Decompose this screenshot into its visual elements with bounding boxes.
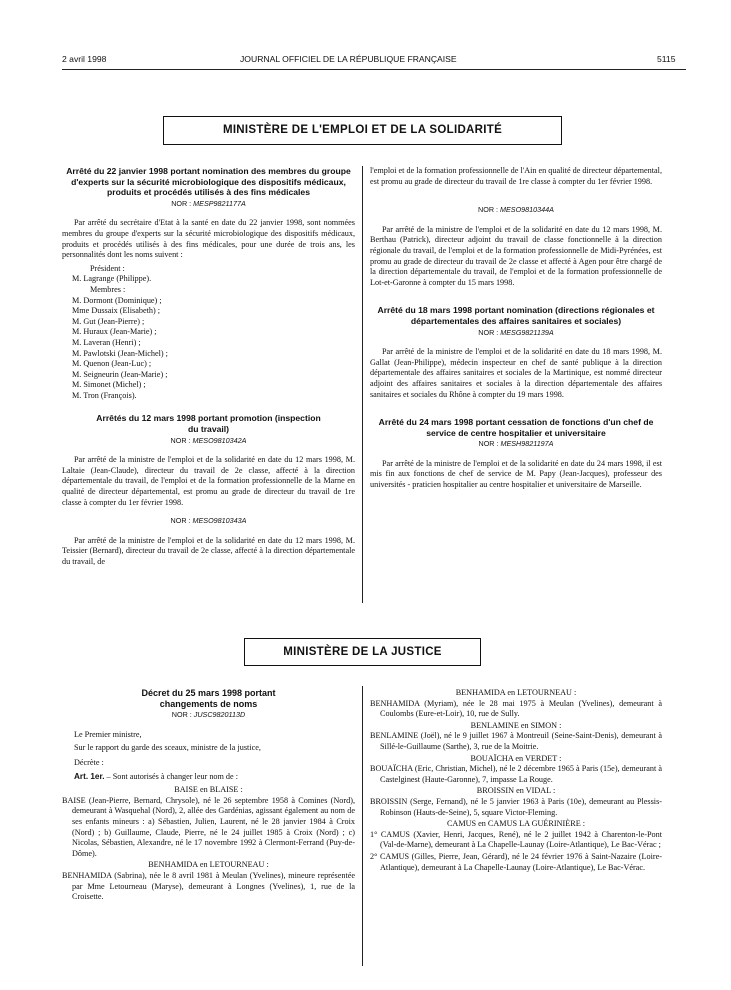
arrete-body: Par arrêté de la ministre de l'emploi et de la solidarité en date du 12 mars 1998, M. Berthau (Patrick), directeur adjoint du travail de classe fonctionnelle à la direction régionale du travail, de l'emploi et de la formation professionnelle de Midi-Pyrénées, est promu au grade de directeur du travail de 2e classe et affecté à Agen pour être chargé de la direction départementale du travail, de l'emploi et de la formation professionnelle de Lot-et-Garonne à compter du 15 mars 1998. (370, 224, 662, 287)
nor-reference: NOR : MESP9821177A (171, 198, 246, 208)
article-1: Art. 1er. – Sont autorisés à changer leur nom de : (74, 771, 238, 781)
member-item: M. Pawlotski (Jean-Michel) ; (72, 348, 168, 358)
name-change-entry: BENLAMINE (Joël), né le 9 juillet 1967 à Montreuil (Seine-Saint-Denis), demeurant à Sillé-le-Guillaume (Sarthe), 3, rue de la Moitrie. (370, 731, 662, 751)
ministry-heading-justice: MINISTÈRE DE LA JUSTICE (244, 638, 481, 666)
name-change-heading: CAMUS en CAMUS LA GUÉRINIÈRE : (446, 819, 586, 829)
nor-reference: NOR : MESO9810343A (170, 516, 247, 526)
nor-reference: NOR : JUSC9820113D (171, 710, 246, 720)
president-label: Président : (90, 263, 125, 273)
column-divider (362, 166, 363, 603)
arrete-title: Arrêté du 22 janvier 1998 portant nomination des membres du groupe d'experts sur la sécurité microbiologique des dispositifs médicaux, produits et procédés utilisés à des fins médicales (66, 166, 351, 198)
member-item: M. Dormont (Dominique) ; (72, 295, 162, 305)
name-change-entry: BAISE (Jean-Pierre, Bernard, Chrysole), né le 26 septembre 1958 à Comines (Nord), demeurant à Wasquehal (Nord), 2, allée des Gardénias, agissant également au nom de ses enfants mineurs : a) Sébastien, Julien, Laurent, né le 28 janvier 1984 à Croix (Nord) ; b) Guillaume, Claude, Pierre, né le 24 juillet 1985 à Croix (Nord) ; c) Nicolas, Sébastien, Alexandre, né le 17 novembre 1992 à Clermont-Ferrand (Puy-de-Dôme). (62, 795, 355, 858)
name-change-entry: BROISSIN (Serge, Fernand), né le 5 janvier 1963 à Paris (10e), demeurant au Plessis-Robinson (Hauts-de-Seine), 5, square Victor-Fleming. (370, 796, 662, 817)
arrete-body: Par arrêté de la ministre de l'emploi et de la solidarité en date du 24 mars 1998, il est mis fin aux fonctions de chef de service de M. Papy (Jean-Jacques), professeur des universités - praticien hospitalier au centre hospitalier et universitaire de Marseille. (370, 458, 662, 490)
member-item: M. Seigneurin (Jean-Marie) ; (72, 369, 168, 379)
name-change-entry: 2° CAMUS (Gilles, Pierre, Jean, Gérard), né le 24 février 1976 à Saint-Nazaire (Loire-Atlantique), demeurant à La Chapelle-Launay (Loire-Atlantique), Le Bac-Vérac. (370, 851, 662, 872)
decret-intro: Le Premier ministre, (74, 729, 142, 739)
name-change-entry: BENHAMIDA (Myriam), née le 28 mai 1975 à Meulan (Yvelines), demeurant à Coulombs (Eure-et-Loir), 10, rue de Sully. (370, 698, 662, 719)
member-item: M. Simonet (Michel) ; (72, 380, 146, 390)
name-change-heading: BROISSIN en VIDAL : (476, 786, 556, 796)
header-journal: JOURNAL OFFICIEL DE LA RÉPUBLIQUE FRANÇAISE (240, 54, 457, 64)
member-item: M. Gut (Jean-Pierre) ; (72, 316, 145, 326)
column-divider (362, 686, 363, 966)
nor-reference: NOR : MESO9810344A (478, 205, 554, 215)
header-page-number: 5115 (657, 54, 676, 64)
members-label: Membres : (90, 284, 126, 294)
right-column-justice (370, 688, 662, 874)
arrete-body: Par arrêté de la ministre de l'emploi et de la solidarité en date du 12 mars 1998, M. Laltaie (Jean-Claude), directeur du travail de 2e classe, affecté à la direction départementale du travail, de l'emploi et de la formation professionnelle de la Marne en qualité de directeur départemental, est promu au grade de directeur du travail de 1re classe à compter du 1er février 1998. (62, 455, 355, 507)
name-change-heading: BENLAMINE en SIMON : (470, 720, 562, 730)
decret-title: Décret du 25 mars 1998 portant changements de noms (141, 688, 276, 709)
nor-reference: NOR : MESH9821197A (478, 439, 554, 449)
right-column-emploi (370, 166, 662, 494)
member-item: M. Quenon (Jean-Luc) ; (72, 359, 152, 369)
arrete-body-continued: l'emploi et de la formation professionnelle de l'Ain en qualité de directeur départemental, est promu au grade de directeur du travail de 1re classe à compter du 1er février 1998. (370, 166, 662, 186)
name-change-entry: BENHAMIDA (Sabrina), née le 8 avril 1981 à Meulan (Yvelines), mineure représentée par Mme Letourneau (Maryse), demeurant à Longnes (Yvelines), 1, rue de la Croisette. (62, 870, 355, 902)
president-name: M. Lagrange (Philippe). (72, 274, 152, 284)
member-item: M. Tron (François). (72, 390, 137, 400)
header-date: 2 avril 1998 (62, 54, 107, 64)
name-change-heading: BENHAMIDA en LETOURNEAU : (148, 860, 269, 870)
nor-reference: NOR : MESG9821139A (478, 327, 554, 337)
left-column-justice (62, 688, 355, 904)
decret-intro: Sur le rapport du garde des sceaux, ministre de la justice, (74, 743, 261, 753)
arrete-body: Par arrêté de la ministre de l'emploi et de la solidarité en date du 12 mars 1998, M. Teissier (Bernard), directeur du travail de 2e classe, affecté à la direction départementale du travail, de (62, 535, 355, 566)
arrete-title: Arrêtés du 12 mars 1998 portant promotion (inspection du travail) (96, 413, 321, 435)
ministry-heading-emploi: MINISTÈRE DE L'EMPLOI ET DE LA SOLIDARITÉ (163, 116, 562, 145)
member-item: M. Laveran (Henri) ; (72, 337, 141, 347)
header-rule (62, 69, 686, 70)
arrete-body: Par arrêté du secrétaire d'Etat à la santé en date du 22 janvier 1998, sont nommées membres du groupe d'experts sur la sécurité microbiologique des dispositifs médicaux, produits et procédés utilisés à des fins médicales, pour une durée de trois ans, les personnalités dont les noms suivent : (62, 218, 355, 260)
decret-decrete: Décrète : (74, 757, 104, 767)
left-column-emploi (62, 166, 355, 571)
nor-reference: NOR : MESO9810342A (170, 435, 247, 445)
name-change-entry: 1° CAMUS (Xavier, Henri, Jacques, René), né le 2 juillet 1942 à Charenton-le-Pont (Val-de-Marne), demeurant à La Chapelle-Launay (Loire-Atlantique), Le Bac-Vérac ; (370, 829, 662, 850)
name-change-heading: BOUAÏCHA en VERDET : (470, 753, 562, 763)
name-change-heading: BENHAMIDA en LETOURNEAU : (455, 688, 577, 697)
arrete-body: Par arrêté de la ministre de l'emploi et de la solidarité en date du 18 mars 1998, M. Gallat (Jean-Philippe), médecin inspecteur en chef de santé publique à la direction départementale des affaires sanitaires et sociales de la Martinique, est nommé directeur adjoint des affaires sanitaires et sociales à la direction départementale des affaires sanitaires et sociales du Rhône à compter du 19 mars 1998. (370, 347, 662, 399)
arrete-title: Arrêté du 18 mars 1998 portant nomination (directions régionales et départementales des affaires sanitaires et sociales) (377, 305, 655, 326)
name-change-entry: BOUAÏCHA (Eric, Christian, Michel), né le 2 décembre 1965 à Paris (15e), demeurant à Castelginest (Haute-Garonne), 7, impasse La Rouge. (370, 764, 662, 784)
member-item: Mme Dussaix (Elisabeth) ; (72, 306, 160, 316)
member-item: M. Huraux (Jean-Marie) ; (72, 327, 157, 337)
arrete-title: Arrêté du 24 mars 1998 portant cessation de fonctions d'un chef de service de centre hospitalier et universitaire (378, 417, 654, 438)
name-change-heading: BAISE en BLAISE : (174, 785, 243, 795)
